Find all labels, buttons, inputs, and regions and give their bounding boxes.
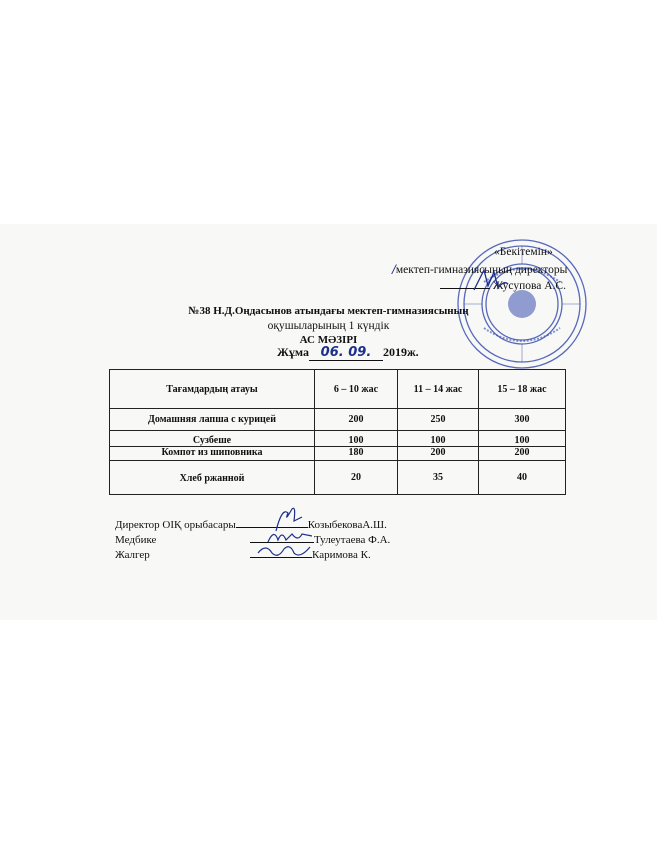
signature-role: Жалгер bbox=[115, 549, 150, 561]
menu-table bbox=[109, 369, 566, 495]
school-heading: №38 Н.Д.Оңдасынов атындағы мектеп-гимназиясының bbox=[188, 305, 469, 317]
approval-heading: «Бекітемін» bbox=[494, 246, 553, 258]
menu-title: АС МӘЗІРІ bbox=[299, 334, 358, 346]
header-age-6-10: 6 – 10 жас bbox=[315, 370, 398, 409]
signature-row bbox=[115, 519, 387, 531]
header-age-11-14: 11 – 14 жас bbox=[398, 370, 479, 409]
menu-table-header-row bbox=[110, 370, 566, 409]
portion-cell: 35 bbox=[398, 461, 479, 495]
approval-position: /мектеп-гимназиясының директоры bbox=[392, 262, 568, 276]
director-signature bbox=[470, 266, 510, 294]
date-line bbox=[277, 345, 419, 361]
signature-role: Директор ОІҚ орыбасары bbox=[115, 519, 236, 531]
signature-name: Каримова К. bbox=[312, 549, 371, 561]
dish-name-cell: Хлеб ржанной bbox=[110, 461, 315, 495]
header-age-15-18: 15 – 18 жас bbox=[479, 370, 566, 409]
portion-cell: 250 bbox=[398, 409, 479, 431]
year-label: 2019ж. bbox=[382, 345, 419, 359]
portion-cell: 100 bbox=[398, 431, 479, 447]
table-row bbox=[110, 431, 566, 447]
table-row bbox=[110, 409, 566, 431]
approval-signer-name: Жусупова А.С. bbox=[492, 280, 566, 292]
pupils-heading: оқушыларының 1 күндік bbox=[267, 320, 390, 332]
dish-name-cell: Домашняя лапша с курицей bbox=[110, 409, 315, 431]
signature-role: Медбике bbox=[115, 534, 157, 546]
portion-cell: 100 bbox=[479, 431, 566, 447]
portion-cell: 200 bbox=[315, 409, 398, 431]
portion-cell: 20 bbox=[315, 461, 398, 495]
signature-row bbox=[115, 534, 156, 546]
table-row bbox=[110, 461, 566, 495]
portion-cell: 180 bbox=[315, 447, 398, 461]
signature-name: КозыбековаА.Ш. bbox=[307, 519, 387, 531]
portion-cell: 100 bbox=[315, 431, 398, 447]
dish-name-cell: Сузбеше bbox=[110, 431, 315, 447]
portion-cell: 200 bbox=[398, 447, 479, 461]
signature-name: Тулеутаева Ф.А. bbox=[314, 534, 391, 546]
day-label: Жұма bbox=[277, 345, 309, 359]
header-dish-name: Тағамдардың атауы bbox=[110, 370, 315, 409]
storekeeper-signature bbox=[256, 541, 312, 561]
signature-row bbox=[115, 549, 150, 561]
table-row bbox=[110, 447, 566, 461]
portion-cell: 300 bbox=[479, 409, 566, 431]
approval-position-text: мектеп-гимназиясының директоры bbox=[395, 264, 568, 276]
portion-cell: 40 bbox=[479, 461, 566, 495]
date-handwritten: 06. 09. bbox=[309, 345, 383, 361]
portion-cell: 200 bbox=[479, 447, 566, 461]
dish-name-cell: Компот из шиповника bbox=[110, 447, 315, 461]
